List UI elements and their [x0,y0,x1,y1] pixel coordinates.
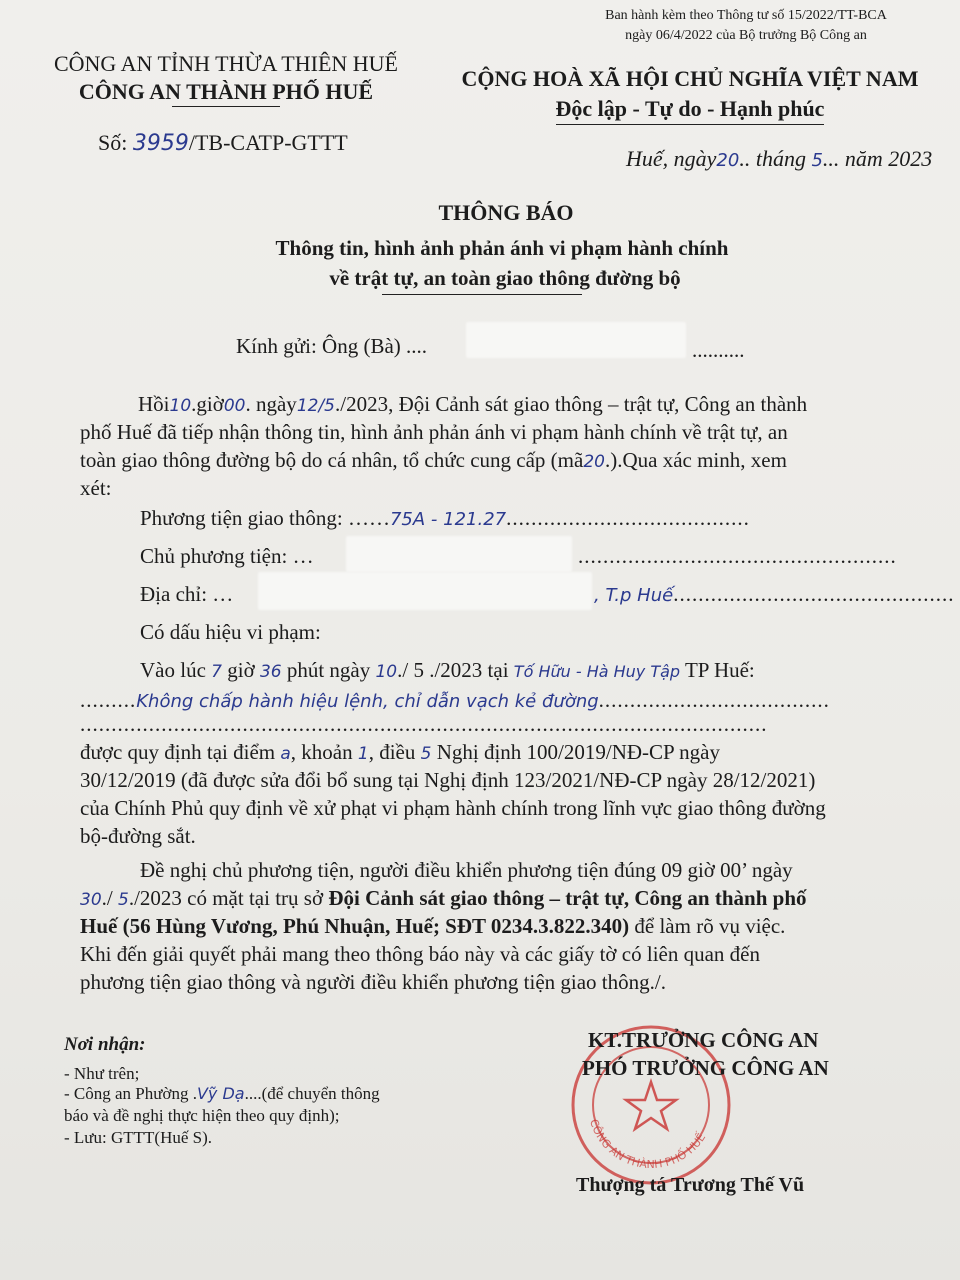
date-month: 5 [811,150,823,171]
redacted-address [258,572,592,610]
intro-code: 20 [583,452,605,472]
legal-clause: 1 [357,744,369,764]
agency-name: CÔNG AN THÀNH PHỐ HUẾ [78,79,374,104]
nation-title: CỘNG HOÀ XÃ HỘI CHỦ NGHĨA VIỆT NAM [461,66,919,91]
recipient-2: - Công an Phường .Vỹ Dạ....(để chuyển thông [64,1084,380,1103]
signature-line-1: KT.TRƯỞNG CÔNG AN [588,1028,819,1052]
incident-line-2: .........Không chấp hành hiệu lệnh, chỉ dẫn vạch kẻ đường..................................... [80,688,830,712]
request-line-3: Huế (56 Hùng Vương, Phú Nhuận, Huế; SĐT 0234.3.822.340) để làm rõ vụ việc. [80,914,786,938]
incident-hour: 7 [211,662,222,682]
recipient-2-cont: báo và đề nghị thực hiện theo quy định); [64,1106,340,1125]
date-day: 20 [716,150,740,171]
number-code: /TB-CATP-GTTT [188,130,348,155]
legal-line-4: bộ-đường sắt. [80,824,196,848]
number-handwritten: 3959 [132,131,189,156]
recipient-1: - Như trên; [64,1064,140,1083]
legal-article: 5 [420,744,432,764]
incident-line-1: Vào lúc 7 giờ 36 phút ngày 10./ 5 ./2023 tại Tố Hữu - Hà Huy Tập TP Huế: [140,658,755,682]
request-day: 30 [80,890,102,910]
recipient-3: - Lưu: GTTT(Huế S). [64,1128,213,1147]
redacted-owner [346,536,572,572]
intro-line-4: xét: [80,476,112,500]
request-month: 5 [117,890,129,910]
intro-line-2: phố Huế đã tiếp nhận thông tin, hình ảnh phản ánh vi phạm hành chính về trật tự, an [80,420,788,444]
intro-line-1: Hồi10.giờ00. ngày12/5./2023, Đội Cảnh sát giao thông – trật tự, Công an thành [138,392,808,416]
redacted-recipient [466,322,686,358]
notice-subtitle-1: Thông tin, hình ảnh phản ánh vi phạm hành chính [275,236,729,260]
signer-name: Thượng tá Trương Thế Vũ [576,1174,805,1196]
incident-description: Không chấp hành hiệu lệnh, chỉ dẫn vạch kẻ đường [136,691,599,712]
signature-line-2: PHÓ TRƯỞNG CÔNG AN [582,1056,829,1080]
notice-title: THÔNG BÁO [438,200,574,225]
agency-header [36,50,416,107]
document-date: Huế, ngày20.. tháng 5... năm 2023 [626,146,933,171]
address-field [140,580,233,608]
greeting-label: Kính gửi: Ông (Bà) .... [236,334,428,358]
intro-hour: 10 [169,396,192,416]
recipient-ward: Vỹ Dạ [196,1084,245,1103]
legal-point: a [280,744,291,764]
regulation-note [588,6,904,46]
owner-label: Chủ phương tiện: … [140,544,314,568]
incident-place: Tố Hữu - Hà Huy Tập [513,662,681,681]
request-line-2: 30./ 5./2023 có mặt tại trụ sở Đội Cảnh sát giao thông – trật tự, Công an thành phố [80,886,807,910]
regulation-line-1: Ban hành kèm theo Thông tư số 15/2022/TT-BCA [605,8,887,23]
incident-day: 10 [375,662,398,682]
address-handwritten: , T.p Huế [594,585,674,606]
legal-line-2: 30/12/2019 (đã được sửa đổi bổ sung tại Nghị định 123/2021/NĐ-CP ngày 28/12/2021) [80,768,816,792]
vehicle-plate: 75A - 121.27 [389,509,507,530]
intro-minute: 00 [223,396,246,416]
regulation-line-2: ngày 06/4/2022 của Bộ trưởng Bộ Công an [625,28,867,43]
vehicle-field: Phương tiện giao thông: ……75A - 121.27....................................... [140,506,750,530]
vehicle-label: Phương tiện giao thông: …… [140,506,390,530]
seal-star-icon [626,1082,676,1129]
address-tail: , T.p Huế............................................. [594,582,955,606]
request-line-1: Đề nghị chủ phương tiện, người điều khiển phương tiện đúng 09 giờ 00’ ngày [140,858,793,882]
subtitle-underline [382,294,582,295]
document-number [98,130,348,156]
nation-header [448,64,932,124]
date-prefix: Huế, ngày [626,146,717,171]
agency-underline [172,106,280,107]
address-label: Địa chỉ: … [140,582,234,606]
date-month-label: tháng [755,146,806,171]
greeting-tail: .......... [692,338,745,362]
number-label: Số: [98,130,128,155]
request-line-5: phương tiện giao thông và người điều khiển phương tiện giao thông./. [80,970,666,994]
agency-parent: CÔNG AN TỈNH THỪA THIÊN HUẾ [53,51,398,76]
recipients-title: Nơi nhận: [64,1034,146,1055]
owner-dots: ................................................... [578,544,897,568]
violation-label: Có dấu hiệu vi phạm: [140,620,321,644]
legal-line-3: của Chính Phủ quy định về xử phạt vi phạm hành chính trong lĩnh vực giao thông đường [80,796,826,820]
notice-subtitle-2: về trật tự, an toàn giao thông đường bộ [329,266,681,290]
legal-line-1: được quy định tại điểm a, khoản 1, điều 5 Nghị định 100/2019/NĐ-CP ngày [80,740,720,764]
date-year: năm 2023 [844,146,933,171]
incident-line-3: .............................................................................................................. [80,712,768,736]
request-line-4: Khi đến giải quyết phải mang theo thông báo này và các giấy tờ có liên quan đến [80,942,760,966]
intro-line-3: toàn giao thông đường bộ do cá nhân, tổ chức cung cấp (mã20.).Qua xác minh, xem [80,448,787,472]
owner-field [140,542,314,570]
intro-date: 12/5 [296,396,335,416]
greeting [236,332,427,360]
nation-motto: Độc lập - Tự do - Hạnh phúc [448,94,932,124]
seal-text: CÔNG AN THÀNH PHỐ HUẾ [586,1117,709,1172]
incident-minute: 36 [259,662,282,682]
